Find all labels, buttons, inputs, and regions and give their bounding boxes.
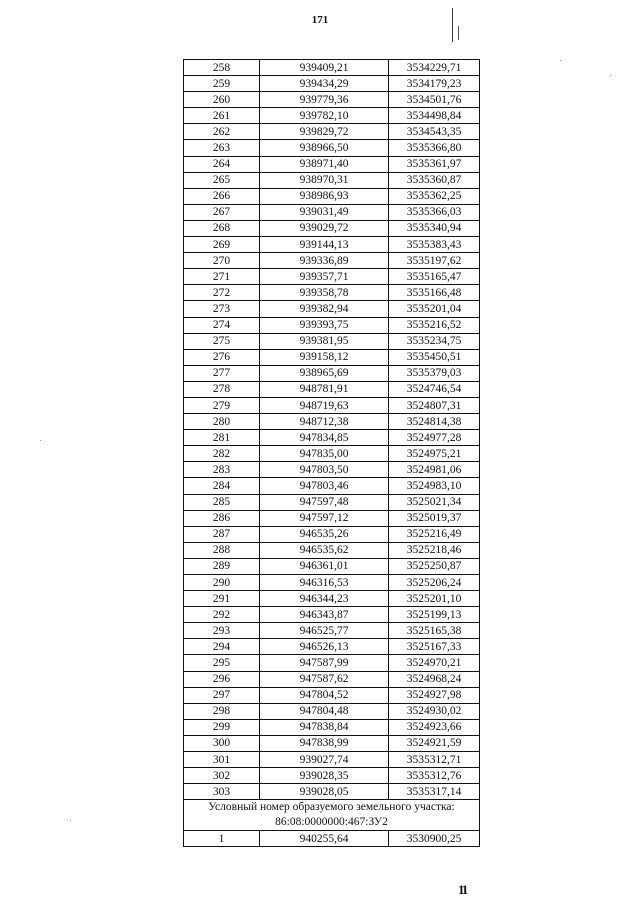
table-row xyxy=(184,381,480,397)
y-coordinate-cell: 3535312,76 xyxy=(389,768,480,784)
scan-speck xyxy=(70,820,71,821)
y-coordinate-cell: 3535312,71 xyxy=(389,752,480,768)
x-coordinate-cell: 939381,95 xyxy=(260,333,389,349)
section-header-cell xyxy=(184,800,480,831)
point-number-cell: 272 xyxy=(184,285,260,301)
y-coordinate-cell: 3525021,34 xyxy=(389,494,480,510)
y-coordinate-cell: 3524975,21 xyxy=(389,446,480,462)
x-coordinate-cell: 939829,72 xyxy=(260,124,389,140)
point-number-cell: 261 xyxy=(184,108,260,124)
point-number-cell: 297 xyxy=(184,687,260,703)
y-coordinate-cell: 3535362,25 xyxy=(389,188,480,204)
table-row xyxy=(184,140,480,156)
table-row xyxy=(184,703,480,719)
table-row xyxy=(184,76,480,92)
point-number-cell: 260 xyxy=(184,92,260,108)
point-number-cell: 277 xyxy=(184,365,260,381)
point-number-cell: 292 xyxy=(184,607,260,623)
section-header-cadastral-number: 86:08:0000000:467:ЗУ2 xyxy=(275,816,388,829)
table-row xyxy=(184,446,480,462)
y-coordinate-cell: 3525216,49 xyxy=(389,526,480,542)
binding-mark xyxy=(452,8,453,42)
table-row xyxy=(184,414,480,430)
y-coordinate-cell: 3525250,87 xyxy=(389,558,480,574)
table-row xyxy=(184,687,480,703)
table-row xyxy=(184,204,480,220)
x-coordinate-cell: 939028,35 xyxy=(260,768,389,784)
table-row xyxy=(184,462,480,478)
x-coordinate-cell: 947587,62 xyxy=(260,671,389,687)
y-coordinate-cell: 3524807,31 xyxy=(389,397,480,413)
table-row xyxy=(184,269,480,285)
scan-speck xyxy=(560,60,561,61)
x-coordinate-cell: 947803,46 xyxy=(260,478,389,494)
y-coordinate-cell: 3534498,84 xyxy=(389,108,480,124)
point-number-cell: 270 xyxy=(184,253,260,269)
table-row xyxy=(184,124,480,140)
table-row xyxy=(184,478,480,494)
point-number-cell: 280 xyxy=(184,414,260,430)
point-number-cell: 267 xyxy=(184,204,260,220)
table-row xyxy=(184,108,480,124)
x-coordinate-cell: 946344,23 xyxy=(260,591,389,607)
y-coordinate-cell: 3524814,38 xyxy=(389,414,480,430)
table-row xyxy=(184,349,480,365)
x-coordinate-cell: 947838,99 xyxy=(260,735,389,751)
x-coordinate-cell: 939144,13 xyxy=(260,237,389,253)
y-coordinate-cell: 3535234,75 xyxy=(389,333,480,349)
x-coordinate-cell: 946535,62 xyxy=(260,542,389,558)
footer-mark: 11 xyxy=(458,882,467,897)
y-coordinate-cell: 3535165,47 xyxy=(389,269,480,285)
y-coordinate-cell: 3524746,54 xyxy=(389,381,480,397)
table-row xyxy=(184,156,480,172)
x-coordinate-cell: 947835,00 xyxy=(260,446,389,462)
y-coordinate-cell: 3524927,98 xyxy=(389,687,480,703)
y-coordinate-cell: 3534179,23 xyxy=(389,76,480,92)
x-coordinate-cell: 946525,77 xyxy=(260,623,389,639)
x-coordinate-cell: 938970,31 xyxy=(260,172,389,188)
y-coordinate-cell: 3535361,97 xyxy=(389,156,480,172)
x-coordinate-cell: 939358,78 xyxy=(260,285,389,301)
coordinates-table xyxy=(183,59,480,847)
section-header-title: Условный номер образуемого земельного участка: xyxy=(208,801,455,814)
table-row xyxy=(184,655,480,671)
y-coordinate-cell: 3524921,59 xyxy=(389,735,480,751)
table-row xyxy=(184,317,480,333)
point-number-cell: 273 xyxy=(184,301,260,317)
table-row xyxy=(184,60,480,76)
x-coordinate-cell: 946316,53 xyxy=(260,575,389,591)
point-number-cell: 271 xyxy=(184,269,260,285)
y-coordinate-cell: 3524968,24 xyxy=(389,671,480,687)
point-number-cell: 300 xyxy=(184,735,260,751)
y-coordinate-cell: 3535197,62 xyxy=(389,253,480,269)
binding-mark-secondary xyxy=(458,26,459,40)
table-row xyxy=(184,285,480,301)
point-number-cell: 262 xyxy=(184,124,260,140)
x-coordinate-cell: 939158,12 xyxy=(260,349,389,365)
table-row xyxy=(184,591,480,607)
point-number-cell: 282 xyxy=(184,446,260,462)
table-row xyxy=(184,752,480,768)
point-number-cell: 296 xyxy=(184,671,260,687)
y-coordinate-cell: 3524970,21 xyxy=(389,655,480,671)
point-number-cell: 287 xyxy=(184,526,260,542)
table-row xyxy=(184,607,480,623)
scan-speck xyxy=(610,75,611,76)
point-number-cell: 265 xyxy=(184,172,260,188)
table-row xyxy=(184,510,480,526)
y-coordinate-cell: 3524983,10 xyxy=(389,478,480,494)
x-coordinate-cell: 946535,26 xyxy=(260,526,389,542)
point-number-cell: 259 xyxy=(184,76,260,92)
page-number: 171 xyxy=(311,14,329,26)
point-number-cell: 294 xyxy=(184,639,260,655)
y-coordinate-cell: 3534543,35 xyxy=(389,124,480,140)
point-number-cell: 276 xyxy=(184,349,260,365)
x-coordinate-cell: 948712,38 xyxy=(260,414,389,430)
x-coordinate-cell: 939782,10 xyxy=(260,108,389,124)
table-row xyxy=(184,253,480,269)
x-coordinate-cell: 948781,91 xyxy=(260,381,389,397)
y-coordinate-cell: 3535383,43 xyxy=(389,237,480,253)
x-coordinate-cell: 938965,69 xyxy=(260,365,389,381)
x-coordinate-cell: 938986,93 xyxy=(260,188,389,204)
point-number-cell: 303 xyxy=(184,784,260,800)
point-number-cell: 266 xyxy=(184,188,260,204)
point-number-cell: 281 xyxy=(184,430,260,446)
table-row xyxy=(184,735,480,751)
table-row xyxy=(184,719,480,735)
scan-speck xyxy=(40,440,41,441)
point-number-cell: 284 xyxy=(184,478,260,494)
point-number-cell: 263 xyxy=(184,140,260,156)
x-coordinate-cell: 947804,52 xyxy=(260,687,389,703)
table-row xyxy=(184,542,480,558)
x-coordinate-cell: 946343,87 xyxy=(260,607,389,623)
table-row xyxy=(184,575,480,591)
x-coordinate-cell: 946526,13 xyxy=(260,639,389,655)
point-number-cell: 264 xyxy=(184,156,260,172)
x-coordinate-cell: 947597,12 xyxy=(260,510,389,526)
point-number-cell: 299 xyxy=(184,719,260,735)
x-coordinate-cell: 939434,29 xyxy=(260,76,389,92)
x-coordinate-cell: 948719,63 xyxy=(260,397,389,413)
y-coordinate-cell: 3534229,71 xyxy=(389,60,480,76)
y-coordinate-cell: 3535166,48 xyxy=(389,285,480,301)
x-coordinate-cell: 939382,94 xyxy=(260,301,389,317)
x-coordinate-cell: 938971,40 xyxy=(260,156,389,172)
x-coordinate-cell: 939357,71 xyxy=(260,269,389,285)
y-coordinate-cell: 3535201,04 xyxy=(389,301,480,317)
table-row xyxy=(184,92,480,108)
table-row xyxy=(184,430,480,446)
x-coordinate-cell: 947804,48 xyxy=(260,703,389,719)
x-coordinate-cell: 939027,74 xyxy=(260,752,389,768)
y-coordinate-cell: 3535360,87 xyxy=(389,172,480,188)
point-number-cell: 295 xyxy=(184,655,260,671)
y-coordinate-cell: 3524923,66 xyxy=(389,719,480,735)
table-row xyxy=(184,639,480,655)
table-row xyxy=(184,237,480,253)
x-coordinate-cell: 947597,48 xyxy=(260,494,389,510)
x-coordinate-cell: 939409,21 xyxy=(260,60,389,76)
x-coordinate-cell: 939336,89 xyxy=(260,253,389,269)
point-number-cell: 286 xyxy=(184,510,260,526)
x-coordinate-cell: 947838,84 xyxy=(260,719,389,735)
point-number-cell: 288 xyxy=(184,542,260,558)
y-coordinate-cell: 3535366,80 xyxy=(389,140,480,156)
point-number-cell: 289 xyxy=(184,558,260,574)
table-row xyxy=(184,188,480,204)
x-coordinate-cell: 938966,50 xyxy=(260,140,389,156)
point-number-cell: 290 xyxy=(184,575,260,591)
y-coordinate-cell: 3535450,51 xyxy=(389,349,480,365)
table-row xyxy=(184,397,480,413)
x-coordinate-cell: 939029,72 xyxy=(260,220,389,236)
point-number-cell: 1 xyxy=(184,831,260,847)
point-number-cell: 301 xyxy=(184,752,260,768)
y-coordinate-cell: 3525206,24 xyxy=(389,575,480,591)
x-coordinate-cell: 939031,49 xyxy=(260,204,389,220)
table-row xyxy=(184,623,480,639)
point-number-cell: 283 xyxy=(184,462,260,478)
y-coordinate-cell: 3524930,02 xyxy=(389,703,480,719)
y-coordinate-cell: 3535216,52 xyxy=(389,317,480,333)
table-row xyxy=(184,558,480,574)
point-number-cell: 275 xyxy=(184,333,260,349)
y-coordinate-cell: 3525199,13 xyxy=(389,607,480,623)
table-row xyxy=(184,365,480,381)
point-number-cell: 298 xyxy=(184,703,260,719)
y-coordinate-cell: 3525019,37 xyxy=(389,510,480,526)
y-coordinate-cell: 3524981,06 xyxy=(389,462,480,478)
table-row xyxy=(184,333,480,349)
x-coordinate-cell: 940255,64 xyxy=(260,831,389,847)
point-number-cell: 285 xyxy=(184,494,260,510)
point-number-cell: 269 xyxy=(184,237,260,253)
x-coordinate-cell: 947587,99 xyxy=(260,655,389,671)
x-coordinate-cell: 939393,75 xyxy=(260,317,389,333)
point-number-cell: 293 xyxy=(184,623,260,639)
y-coordinate-cell: 3535317,14 xyxy=(389,784,480,800)
y-coordinate-cell: 3534501,76 xyxy=(389,92,480,108)
table-row xyxy=(184,831,480,847)
point-number-cell: 302 xyxy=(184,768,260,784)
y-coordinate-cell: 3525201,10 xyxy=(389,591,480,607)
x-coordinate-cell: 947803,50 xyxy=(260,462,389,478)
y-coordinate-cell: 3535366,03 xyxy=(389,204,480,220)
section-header-row xyxy=(184,800,480,831)
table-row xyxy=(184,172,480,188)
table-row xyxy=(184,768,480,784)
table-row xyxy=(184,301,480,317)
y-coordinate-cell: 3530900,25 xyxy=(389,831,480,847)
x-coordinate-cell: 947834,85 xyxy=(260,430,389,446)
point-number-cell: 258 xyxy=(184,60,260,76)
coordinates-table-body-after xyxy=(184,831,480,847)
y-coordinate-cell: 3525165,38 xyxy=(389,623,480,639)
y-coordinate-cell: 3524977,28 xyxy=(389,430,480,446)
table-row xyxy=(184,784,480,800)
point-number-cell: 268 xyxy=(184,220,260,236)
table-row xyxy=(184,526,480,542)
point-number-cell: 278 xyxy=(184,381,260,397)
y-coordinate-cell: 3525167,33 xyxy=(389,639,480,655)
table-row xyxy=(184,220,480,236)
table-row xyxy=(184,494,480,510)
coordinates-table-body xyxy=(184,60,480,800)
y-coordinate-cell: 3535379,03 xyxy=(389,365,480,381)
x-coordinate-cell: 946361,01 xyxy=(260,558,389,574)
y-coordinate-cell: 3535340,94 xyxy=(389,220,480,236)
y-coordinate-cell: 3525218,46 xyxy=(389,542,480,558)
x-coordinate-cell: 939779,36 xyxy=(260,92,389,108)
table-row xyxy=(184,671,480,687)
point-number-cell: 279 xyxy=(184,397,260,413)
point-number-cell: 274 xyxy=(184,317,260,333)
point-number-cell: 291 xyxy=(184,591,260,607)
x-coordinate-cell: 939028,05 xyxy=(260,784,389,800)
